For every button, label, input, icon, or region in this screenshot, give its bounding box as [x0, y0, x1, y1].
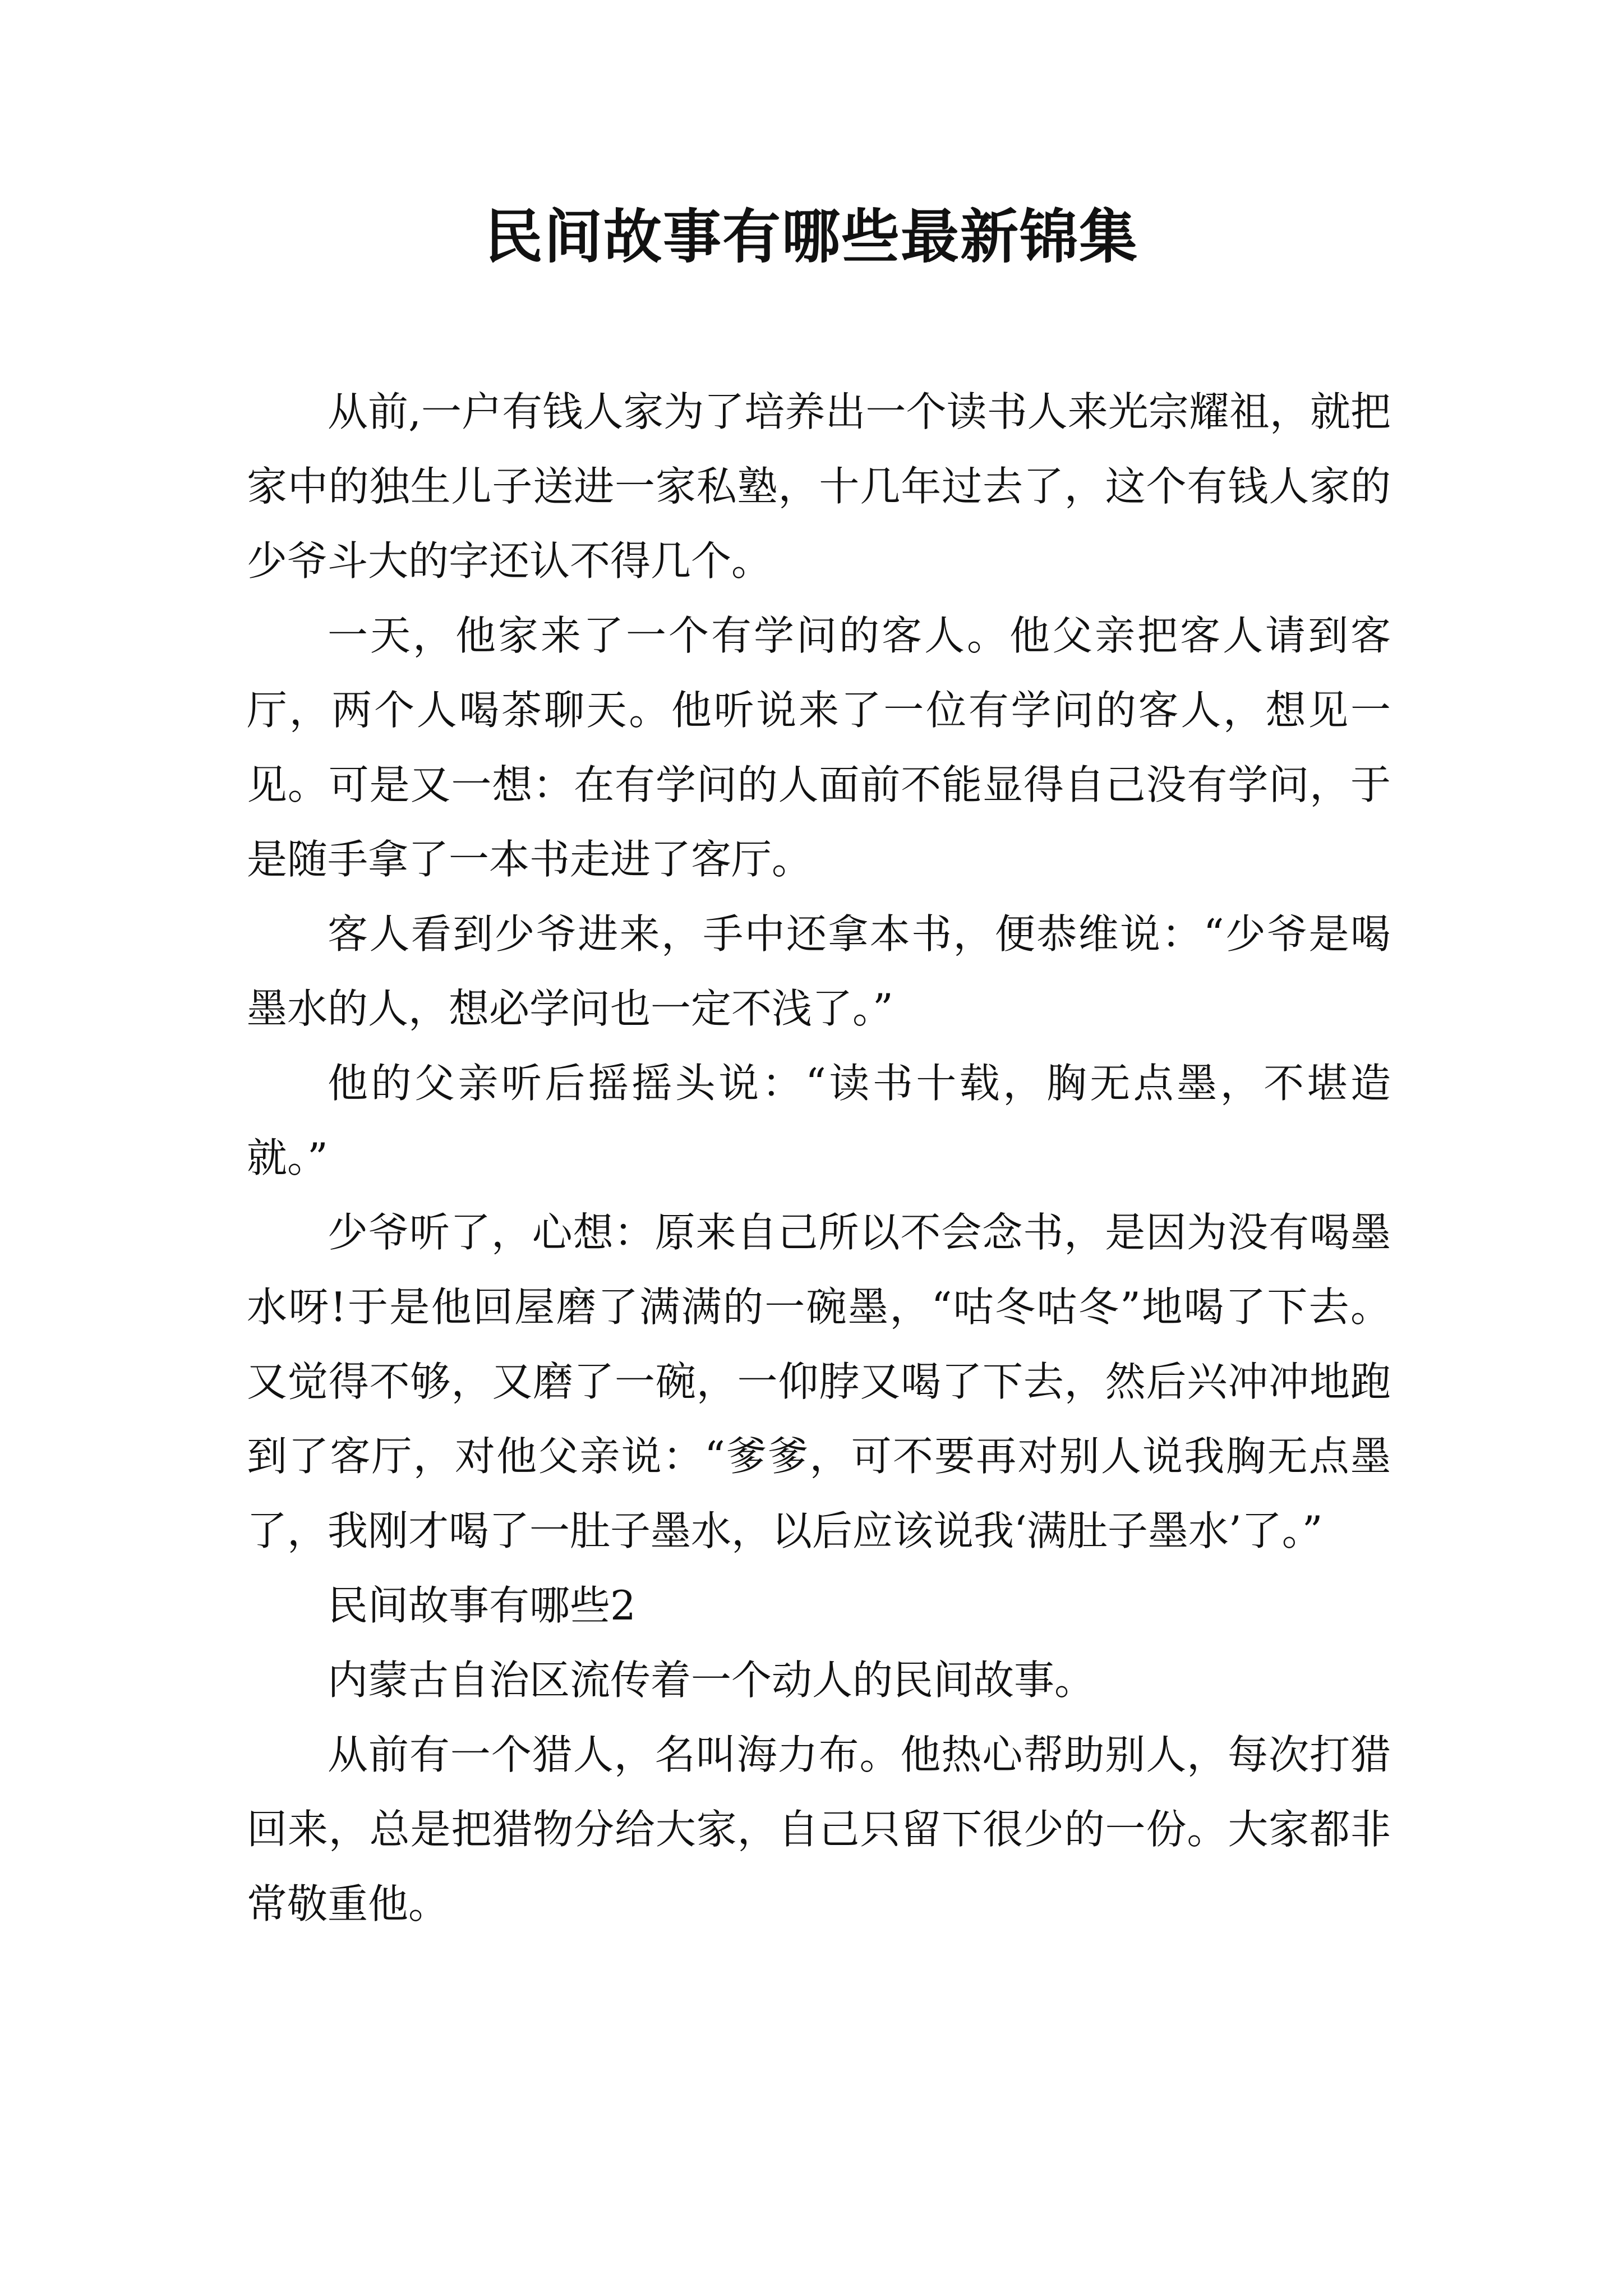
- document-body: [247, 375, 1391, 1941]
- paragraph: 一天，他家来了一个有学问的客人。他父亲把客人请到客厅，两个人喝茶聊天。他听说来了一位有学问的客人，想见一见。可是又一想：在有学问的人面前不能显得自己没有学问，于是随手拿了一本书走进了客厅。: [247, 612, 1391, 883]
- paragraph: 他的父亲听后摇摇头说：“读书十载，胸无点墨，不堪造就。”: [247, 1060, 1391, 1181]
- paragraph: 从前有一个猎人，名叫海力布。他热心帮助别人，每次打猎回来，总是把猎物分给大家，自己只留下很少的一份。大家都非常敬重他。: [247, 1731, 1391, 1927]
- document-title: 民间故事有哪些最新锦集: [484, 202, 1138, 271]
- paragraph: 客人看到少爷进来，手中还拿本书，便恭维说：“少爷是喝墨水的人，想必学问也一定不浅了。”: [247, 910, 1391, 1032]
- paragraph: 少爷听了，心想：原来自己所以不会念书，是因为没有喝墨水呀!于是他回屋磨了满满的一碗墨，“咕冬咕冬”地喝了下去。又觉得不够，又磨了一碗，一仰脖又喝了下去，然后兴冲冲地跑到了客厅，对他父亲说：“爹爹，可不要再对别人说我胸无点墨了，我刚才喝了一肚子墨水，以后应该说我‘满肚子墨水’了。”: [247, 1209, 1391, 1554]
- paragraph: 从前,一户有钱人家为了培养出一个读书人来光宗耀祖，就把家中的独生儿子送进一家私塾，十几年过去了，这个有钱人家的少爷斗大的字还认不得几个。: [247, 388, 1391, 585]
- section-heading: 民间故事有哪些2: [328, 1582, 636, 1629]
- paragraph: 内蒙古自治区流传着一个动人的民间故事。: [328, 1657, 1095, 1704]
